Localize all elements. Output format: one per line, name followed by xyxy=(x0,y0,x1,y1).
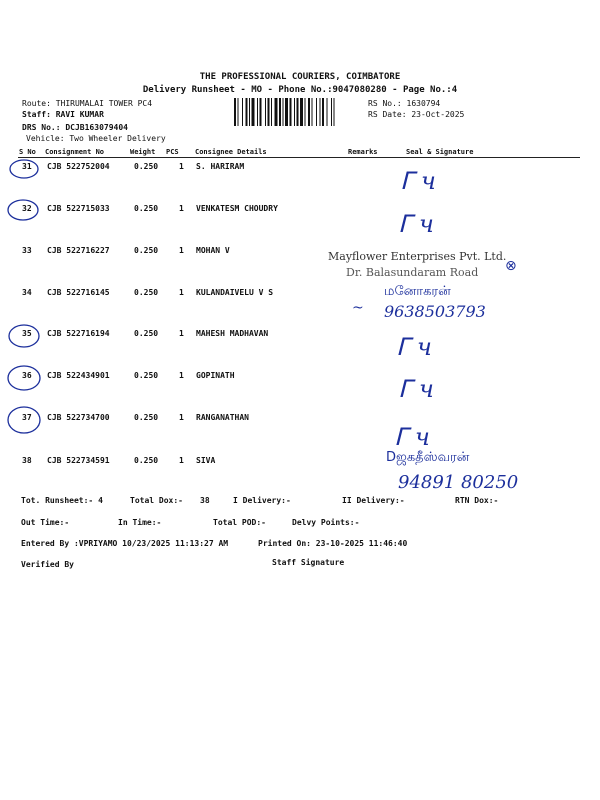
barcode-bar xyxy=(275,98,278,126)
drs-info: DRS No.: DCJB163079404 xyxy=(22,123,128,132)
barcode-bar xyxy=(305,98,306,126)
barcode-bar xyxy=(322,98,324,126)
route-info: Route: THIRUMALAI TOWER PC4 xyxy=(22,99,153,108)
row-sno: 33 xyxy=(22,246,32,255)
rs-number: RS No.: 1630794 xyxy=(368,99,441,108)
total-dox-label: Total Dox:- xyxy=(130,496,183,505)
total-dox-value: 38 xyxy=(200,496,210,505)
barcode-bar xyxy=(297,98,299,126)
barcode-bar xyxy=(252,98,255,126)
barcode-bar xyxy=(238,98,239,126)
row-sno: 35 xyxy=(22,329,32,338)
row-consignee: MAHESH MADHAVAN xyxy=(196,329,269,338)
stamp-address: Dr. Balasundaram Road xyxy=(346,266,479,279)
barcode-bar xyxy=(331,98,332,126)
row-weight: 0.250 xyxy=(134,288,159,297)
row-weight: 0.250 xyxy=(134,329,159,338)
row-sno: 37 xyxy=(22,413,32,422)
rs-date: RS Date: 23-Oct-2025 xyxy=(368,110,465,119)
tot-runsheet: Tot. Runsheet:- 4 xyxy=(21,496,103,505)
table-row xyxy=(0,162,600,204)
barcode-bar xyxy=(327,98,328,126)
verified-by: Verified By xyxy=(21,560,74,569)
barcode-bar xyxy=(265,98,266,126)
delvy-points: Delvy Points:- xyxy=(292,518,360,527)
table-row xyxy=(0,288,600,330)
table-header-rule xyxy=(18,157,580,158)
barcode-bar xyxy=(300,98,303,126)
row-weight: 0.250 xyxy=(134,246,159,255)
barcode-bar xyxy=(242,98,243,126)
row-consignee: MOHAN V xyxy=(196,246,230,255)
signature-initials: ᒥ ч xyxy=(394,423,430,451)
barcode-bar xyxy=(246,98,248,126)
staff-info: Staff: RAVI KUMAR xyxy=(22,110,104,119)
barcode-bar xyxy=(249,98,250,126)
row-pcs: 1 xyxy=(179,204,184,213)
row-consignment: CJB 522716145 xyxy=(47,288,110,297)
row-sno: 38 xyxy=(22,456,32,465)
col-weight: Weight xyxy=(130,148,156,156)
row-sno: 32 xyxy=(22,204,32,213)
row-consignment: CJB 522734591 xyxy=(47,456,110,465)
handwritten-receiver: Dஜகதீஸ்வரன் xyxy=(386,450,470,465)
barcode-bar xyxy=(271,98,272,126)
row-consignment: CJB 522734700 xyxy=(47,413,110,422)
row-consignee: RANGANATHAN xyxy=(196,413,249,422)
vehicle-info: Vehicle: Two Wheeler Delivery xyxy=(26,134,166,143)
row-consignment: CJB 522715033 xyxy=(47,204,110,213)
col-consignment: Consignment No xyxy=(45,148,105,156)
row-sno: 31 xyxy=(22,162,32,171)
out-time: Out Time:- xyxy=(21,518,70,527)
row-pcs: 1 xyxy=(179,371,184,380)
staff-signature: Staff Signature xyxy=(272,558,345,567)
circle-mark xyxy=(8,407,40,433)
row-consignment: CJB 522716194 xyxy=(47,329,110,338)
row-pcs: 1 xyxy=(179,162,184,171)
handwritten-phone: 9638503793 xyxy=(384,302,486,321)
row-consignee: SIVA xyxy=(196,456,216,465)
row-consignment: CJB 522716227 xyxy=(47,246,110,255)
entered-by: Entered By :VPRIYAMO 10/23/2025 11:13:27 AM xyxy=(21,539,229,548)
ii-delivery: II Delivery:- xyxy=(342,496,405,505)
barcode-bar xyxy=(260,98,262,126)
row-pcs: 1 xyxy=(179,246,184,255)
barcode-bar xyxy=(279,98,281,126)
row-pcs: 1 xyxy=(179,456,184,465)
in-time: In Time:- xyxy=(118,518,162,527)
row-pcs: 1 xyxy=(179,288,184,297)
printed-on: Printed On: 23-10-2025 11:46:40 xyxy=(258,539,408,548)
row-weight: 0.250 xyxy=(134,162,159,171)
circle-mark xyxy=(8,366,40,390)
barcode-bar xyxy=(308,98,310,126)
handwritten-name: மனோகரன் xyxy=(384,284,451,299)
barcode-bar xyxy=(283,98,284,126)
row-weight: 0.250 xyxy=(134,456,159,465)
circle-mark xyxy=(8,200,38,220)
row-weight: 0.250 xyxy=(134,204,159,213)
handwritten-phone: 94891 80250 xyxy=(398,472,519,493)
signature-initials: ᒥ ч xyxy=(398,375,434,403)
runsheet-subtitle: Delivery Runsheet - MO - Phone No.:9047080280 - Page No.:4 xyxy=(142,85,458,95)
circle-mark xyxy=(10,160,38,178)
barcode-bar xyxy=(290,98,292,126)
company-title: THE PROFESSIONAL COURIERS, COIMBATORE xyxy=(199,72,401,82)
col-seal: Seal & Signature xyxy=(406,148,474,156)
row-weight: 0.250 xyxy=(134,371,159,380)
row-consignment: CJB 522434901 xyxy=(47,371,110,380)
row-weight: 0.250 xyxy=(134,413,159,422)
barcode-bar xyxy=(285,98,288,126)
barcode-bar xyxy=(316,98,317,126)
row-pcs: 1 xyxy=(179,413,184,422)
col-remarks: Remarks xyxy=(348,148,378,156)
handwritten-mark: ~ xyxy=(352,300,364,316)
table-row xyxy=(0,204,600,246)
sno-circle-marks xyxy=(0,150,60,450)
table-row xyxy=(0,329,600,371)
barcode-bar xyxy=(268,98,270,126)
barcode-bar xyxy=(234,98,236,126)
table-row xyxy=(0,413,600,455)
barcode-bar xyxy=(257,98,258,126)
row-consignee: S. HARIRAM xyxy=(196,162,245,171)
rtn-dox: RTN Dox:- xyxy=(455,496,499,505)
row-consignment: CJB 522752004 xyxy=(47,162,110,171)
signature-initials: ᒥ ч xyxy=(400,167,436,195)
row-consignee: VENKATESM CHOUDRY xyxy=(196,204,278,213)
barcode-bar xyxy=(294,98,295,126)
total-pod: Total POD:- xyxy=(213,518,266,527)
row-consignee: KULANDAIVELU V S xyxy=(196,288,274,297)
stamp-company: Mayflower Enterprises Pvt. Ltd. xyxy=(328,250,507,263)
col-sno: S No xyxy=(19,148,36,156)
col-consignee: Consignee Details xyxy=(195,148,267,156)
i-delivery: I Delivery:- xyxy=(233,496,291,505)
table-row xyxy=(0,371,600,413)
barcode-bar xyxy=(320,98,321,126)
barcode xyxy=(234,98,364,126)
row-consignee: GOPINATH xyxy=(196,371,235,380)
signature-initials: ᒥ ч xyxy=(396,333,432,361)
col-pcs: PCS xyxy=(166,148,179,156)
row-sno: 34 xyxy=(22,288,32,297)
row-sno: 36 xyxy=(22,371,32,380)
circle-mark xyxy=(9,325,39,347)
stamp-mark: ⊗ xyxy=(505,258,517,274)
barcode-bar xyxy=(334,98,335,126)
signature-initials: ᒥ ч xyxy=(398,210,434,238)
row-pcs: 1 xyxy=(179,329,184,338)
barcode-bar xyxy=(312,98,313,126)
